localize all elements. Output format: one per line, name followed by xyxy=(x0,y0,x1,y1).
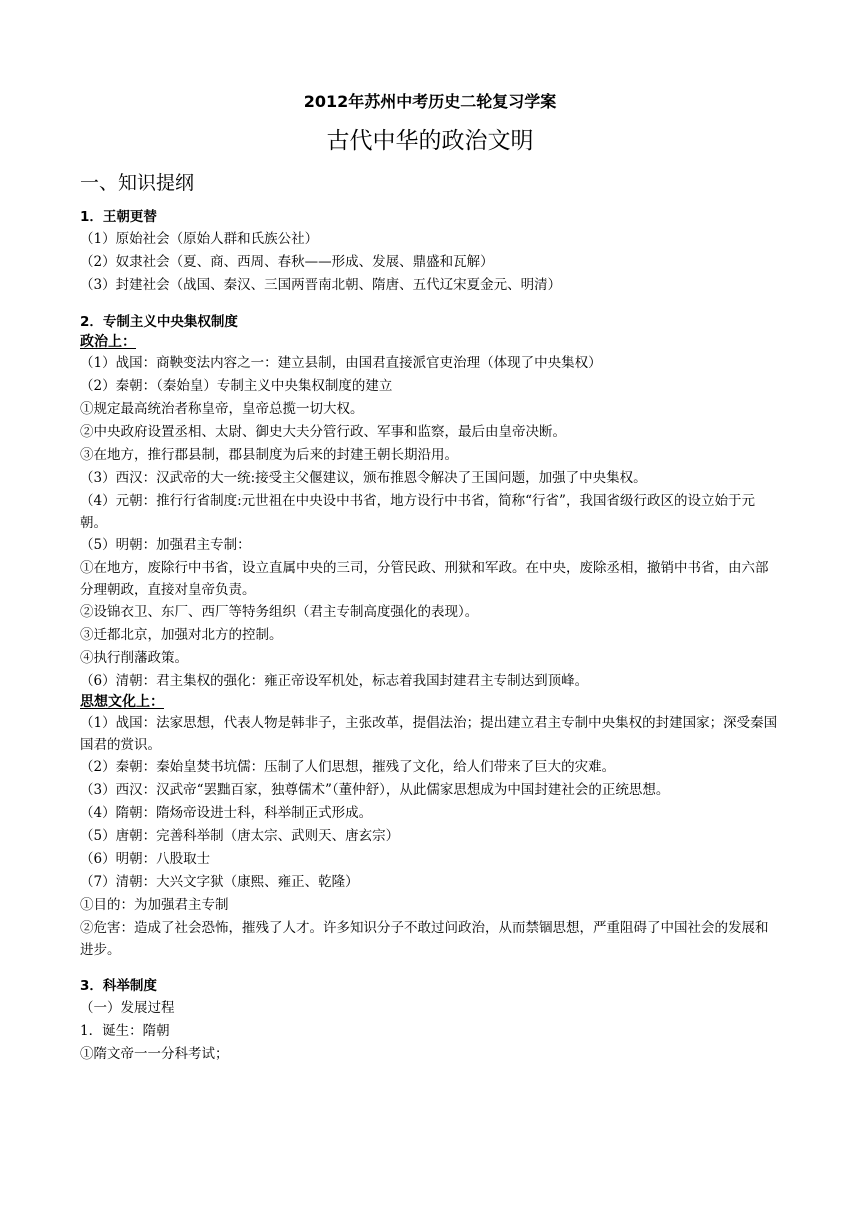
list-item: （1）战国：法家思想，代表人物是韩非子，主张改革，提倡法治；提出建立君主专制中央集权的封建国家；深受秦国国君的赏识。 xyxy=(80,715,778,753)
heading-autocracy-system: 2．专制主义中央集权制度 xyxy=(80,314,238,330)
list-item: （1）战国：商鞅变法内容之一：建立县制，由国君直接派官吏治理（体现了中央集权） xyxy=(80,355,602,371)
list-item: ①目的：为加强君主专制 xyxy=(80,897,229,913)
list-item: ③迁都北京，加强对北方的控制。 xyxy=(80,627,283,643)
list-item: （7）清朝：大兴文字狱（康熙、雍正、乾隆） xyxy=(80,874,359,890)
heading-imperial-exam: 3．科举制度 xyxy=(80,978,157,994)
list-item: ④执行削藩政策。 xyxy=(80,650,188,666)
list-item: （2）奴隶社会（夏、商、西周、春秋——形成、发展、鼎盛和瓦解） xyxy=(80,254,494,270)
list-item: （5）明朝：加强君主专制： xyxy=(80,537,251,553)
list-item: ②中央政府设置丞相、太尉、御史大夫分管行政、军事和监察，最后由皇帝决断。 xyxy=(80,424,566,440)
list-item: （2）秦朝：（秦始皇）专制主义中央集权制度的建立 xyxy=(80,378,393,394)
subheading-politics: 政治上： xyxy=(80,334,136,350)
document-subtitle: 古代中华的政治文明 xyxy=(326,128,534,154)
list-item: ①隋文帝一一分科考试； xyxy=(80,1046,229,1062)
list-item: （一）发展过程 xyxy=(80,1000,175,1016)
document-title: 2012年苏州中考历史二轮复习学案 xyxy=(303,92,557,111)
list-item: ①在地方，废除行中书省，设立直属中央的三司，分管民政、刑狱和军政。在中央，废除丞相，撤销中书省，由六部分理朝政，直接对皇帝负责。 xyxy=(80,560,769,598)
document-page xyxy=(80,86,780,1066)
list-item: （4）隋朝：隋炀帝设进士科，科举制正式形成。 xyxy=(80,805,373,821)
list-item: ②危害：造成了社会恐怖，摧残了人才。许多知识分子不敢过问政治，从而禁锢思想，严重阻碍了中国社会的发展和进步。 xyxy=(80,920,769,958)
heading-dynasty-changes: 1．王朝更替 xyxy=(80,209,157,225)
list-item: （1）原始社会（原始人群和氏族公社） xyxy=(80,231,319,247)
list-item: ③在地方，推行郡县制，郡县制度为后来的封建王朝长期沿用。 xyxy=(80,447,458,463)
section-heading-outline: 一、知识提纲 xyxy=(80,172,195,194)
subheading-culture: 思想文化上： xyxy=(80,694,164,710)
list-item: （3）封建社会（战国、秦汉、三国两晋南北朝、隋唐、五代辽宋夏金元、明清） xyxy=(80,277,562,293)
list-item: （2）秦朝：秦始皇焚书坑儒：压制了人们思想，摧残了文化，给人们带来了巨大的灾难。 xyxy=(80,759,616,775)
list-item: 1．诞生：隋朝 xyxy=(80,1023,170,1039)
list-item: ②设锦衣卫、东厂、西厂等特务组织（君主专制高度强化的表现）。 xyxy=(80,604,479,620)
list-item: （6）清朝：君主集权的强化：雍正帝设军机处，标志着我国封建君主专制达到顶峰。 xyxy=(80,673,589,689)
list-item: （6）明朝：八股取士 xyxy=(80,851,211,867)
list-item: （3）西汉：汉武帝的大一统:接受主父偃建议，颁布推恩令解决了王国问题，加强了中央集权。 xyxy=(80,470,647,486)
list-item: （4）元朝：推行行省制度:元世祖在中央设中书省，地方设行中书省，简称“行省”，我国省级行政区的设立始于元朝。 xyxy=(80,493,755,531)
list-item: （5）唐朝：完善科举制（唐太宗、武则天、唐玄宗） xyxy=(80,828,400,844)
list-item: （3）西汉：汉武帝“罢黜百家，独尊儒术”（董仲舒），从此儒家思想成为中国封建社会的正统思想。 xyxy=(80,782,670,798)
list-item: ①规定最高统治者称皇帝，皇帝总揽一切大权。 xyxy=(80,401,364,417)
